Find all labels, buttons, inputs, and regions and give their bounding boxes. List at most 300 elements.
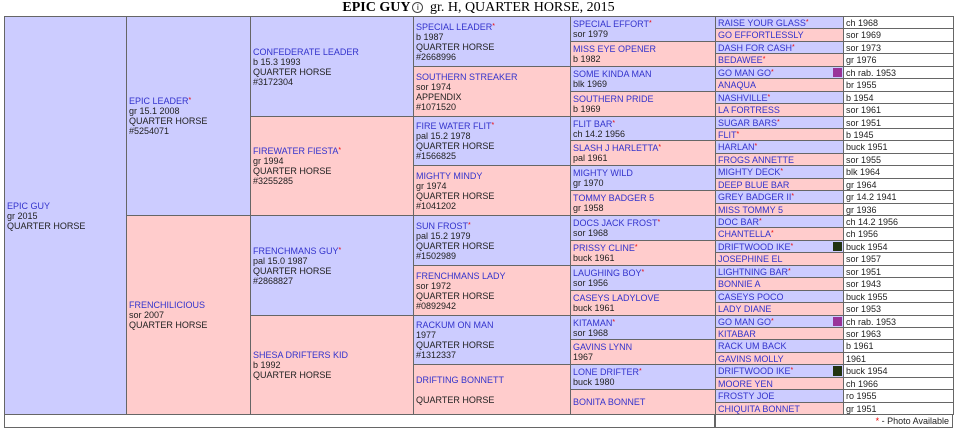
horse-name-link[interactable] [129,300,205,310]
horse-link[interactable]: EPIC LEADER [129,96,189,106]
horse-name-link[interactable] [718,68,774,78]
horse-detail: #1566825 [416,151,457,161]
horse-link[interactable]: HARLAN [718,142,755,152]
pedigree-cell [4,16,127,415]
horse-link[interactable]: SOME KINDA MAN [573,69,652,79]
pedigree-cell [250,116,414,216]
horse-link[interactable]: MISS EYE OPENER [573,44,657,54]
horse-name-link[interactable] [416,72,518,82]
horse-link[interactable]: GO MAN GO [718,67,772,78]
horse-link[interactable]: JOSEPHINE EL [718,254,783,264]
horse-link[interactable]: MIGHTY WILD [573,168,633,178]
photo-legend-text: - Photo Available [879,416,949,426]
horse-link[interactable]: FRENCHMANS GUY [253,245,339,256]
photo-star-icon: * [649,20,652,27]
horse-name-link[interactable] [573,119,615,129]
horse-name-link[interactable] [573,168,633,178]
horse-detail: QUARTER HORSE [416,41,495,52]
horse-detail: ch rab. 1953 [846,316,897,327]
horse-name-link[interactable] [129,96,191,106]
horse-link[interactable]: RACKUM ON MAN [416,320,494,330]
horse-link[interactable]: MOORE YEN [718,378,773,389]
horse-name-link[interactable] [253,146,341,156]
horse-detail: sor 1963 [846,328,882,339]
horse-link[interactable]: GO EFFORTLESSLY [718,30,804,40]
pedigree-cell [843,140,954,154]
horse-name-link[interactable] [718,43,795,53]
horse-name-link[interactable] [718,329,756,339]
horse-name-link[interactable] [573,44,656,54]
horse-link[interactable]: CHIQUITA BONNET [718,403,800,414]
horse-name-link[interactable] [718,242,793,252]
color-swatch [833,317,842,326]
pedigree-cell [843,103,954,117]
photo-star-icon: * [805,18,809,26]
horse-name-link[interactable] [718,155,794,165]
horse-name-link[interactable] [573,143,661,153]
horse-name-link[interactable] [718,80,756,90]
pedigree-cell [843,339,954,353]
pedigree-cell [570,41,716,67]
pedigree-cell [570,240,716,266]
horse-detail: gr 14.2 1941 [846,192,897,202]
horse-link[interactable]: CONFEDERATE LEADER [253,46,359,57]
horse-detail: pal 15.2 1979 [416,230,471,241]
photo-star-icon: * [658,144,662,151]
horse-name-link[interactable] [718,267,791,277]
horse-name-link[interactable] [718,118,780,128]
pedigree-cell [715,364,844,378]
horse-detail: b 1982 [573,54,601,64]
horse-detail: ch 14.2 1956 [573,128,626,139]
horse-link[interactable]: DRIFTWOOD IKE [718,241,791,252]
photo-legend [715,414,953,428]
photo-star-icon: * [468,221,471,229]
horse-name-link[interactable] [718,30,804,40]
horse-name-link[interactable] [718,229,774,239]
horse-link[interactable]: RACK UM BACK [718,341,787,351]
horse-link[interactable]: BEDAWEE [718,55,763,65]
pedigree-cell [843,28,954,42]
horse-detail: sor 1943 [846,279,882,289]
horse-name-link[interactable] [573,318,615,328]
pedigree-cell [413,215,571,266]
horse-link[interactable]: GO MAN GO [718,316,772,327]
horse-link[interactable]: MIGHTY MINDY [416,170,483,181]
horse-name-link[interactable] [573,218,660,228]
photo-star-icon: * [780,168,784,175]
pedigree-cell [570,339,716,365]
horse-detail: QUARTER HORSE [253,66,332,77]
pedigree-cell [715,78,844,92]
horse-name-link[interactable] [718,366,793,376]
horse-detail: gr 1970 [573,178,604,188]
photo-star-icon: * [791,193,795,200]
horse-detail: sor 1961 [846,105,882,115]
horse-name-link[interactable] [718,317,774,327]
pedigree-cell [843,190,954,204]
horse-link[interactable]: GAVINS LYNN [573,342,633,352]
pedigree-cell [570,315,716,340]
photo-star-icon: * [790,242,794,250]
horse-name-link[interactable] [718,105,780,115]
horse-detail: gr 1951 [846,403,877,414]
horse-link[interactable]: DOCS JACK FROST [573,218,658,228]
horse-name-link[interactable] [718,18,809,28]
page-title [0,0,957,16]
horse-detail: buck 1961 [573,303,615,313]
horse-name-link[interactable] [718,167,783,177]
horse-link[interactable]: SUN FROST [416,220,469,231]
photo-star-icon: * [790,367,794,374]
pedigree-cell [126,16,251,216]
pedigree-cell [843,277,954,291]
horse-link[interactable]: KITAMAN [573,317,613,328]
pedigree-cell [843,78,954,92]
pedigree-cell [413,364,571,415]
pedigree-cell [843,364,954,378]
horse-name-link[interactable] [573,342,632,352]
photo-star-icon: * [736,130,740,138]
horse-name-link[interactable] [253,350,348,360]
horse-link[interactable]: FROGS ANNETTE [718,154,795,165]
photo-star-icon: * [338,246,342,254]
horse-detail: blk 1969 [573,79,608,89]
horse-link[interactable]: DASH FOR CASH [718,42,793,53]
pedigree-cell [570,140,716,166]
pedigree-cell [843,227,954,241]
horse-name-link[interactable] [573,367,642,377]
pedigree-cell [843,53,954,67]
horse-link[interactable]: SPECIAL LEADER [416,21,493,32]
horse-detail: b 1987 [416,31,444,42]
horse-link[interactable]: FROSTY JOE [718,391,775,401]
photo-star-icon: * [788,267,791,275]
horse-name-link[interactable] [718,391,774,401]
horse-name-link[interactable] [718,93,770,103]
photo-star-icon: * [777,118,780,126]
horse-detail: buck 1954 [846,366,888,376]
horse-detail: #1502989 [416,250,457,261]
horse-detail: blk 1964 [846,167,881,177]
photo-star-icon: * [492,22,495,30]
pedigree-cell [570,364,716,390]
horse-detail: sor 1968 [573,327,609,338]
photo-star-icon: * [875,416,880,426]
horse-name-link[interactable] [416,121,494,131]
horse-detail: gr 1994 [253,156,284,166]
horse-link[interactable]: LA FORTRESS [718,105,780,115]
horse-detail: ch 1966 [846,378,879,389]
horse-detail: gr 1958 [573,203,604,213]
pedigree-cell [715,339,844,353]
horse-name-link[interactable] [718,217,762,227]
horse-detail: QUARTER HORSE [416,290,495,301]
horse-detail: gr 1976 [846,55,877,65]
horse-name-link[interactable] [416,171,482,181]
horse-name-link[interactable] [573,69,652,79]
horse-name-link[interactable] [416,320,494,330]
horse-link[interactable]: GREY BADGER II [718,192,792,202]
photo-star-icon: * [491,122,495,129]
horse-detail: #5254071 [129,126,170,136]
horse-detail: b 1945 [846,129,874,140]
pedigree-cell [715,302,844,316]
horse-link[interactable]: NASHVILLE [718,92,768,103]
pedigree-cell [413,315,571,365]
horse-link[interactable]: PRISSY CLINE [573,243,635,253]
horse-name-link[interactable] [718,192,794,202]
photo-star-icon: * [792,43,795,51]
horse-detail: sor 1951 [846,117,882,128]
horse-detail: sor 1968 [573,228,609,238]
horse-detail: QUARTER HORSE [129,116,208,126]
horse-detail: QUARTER HORSE [416,141,495,151]
horse-link[interactable]: SPECIAL EFFORT [573,19,650,29]
pedigree-cell [413,265,571,316]
horse-name-link[interactable] [718,254,783,264]
photo-star-icon: * [767,93,771,101]
horse-name-link[interactable] [718,279,761,289]
horse-detail: 1961 [846,353,867,364]
horse-detail: APPENDIX [416,91,462,102]
pedigree-cell [570,91,716,117]
horse-name-link[interactable] [7,201,50,211]
horse-detail: #0892942 [416,300,457,311]
horse-link[interactable]: BONITA BONNET [573,397,646,407]
horse-name-link[interactable] [573,94,654,104]
horse-detail: buck 1980 [573,377,615,387]
pedigree-cell [570,389,716,415]
horse-name-link[interactable] [253,47,359,57]
horse-detail: sor 1973 [846,42,882,53]
horse-name-link[interactable] [718,142,757,152]
horse-detail: b 1961 [846,341,874,351]
color-swatch [833,242,842,251]
pedigree-cell [250,215,414,316]
horse-link[interactable]: DEEP BLUE BAR [718,179,790,190]
horse-detail: #3172304 [253,76,294,87]
photo-star-icon: * [634,244,638,251]
horse-link[interactable]: RAISE YOUR GLASS [718,17,806,28]
horse-detail: 1967 [573,352,594,362]
pedigree-cell [715,140,844,154]
info-icon[interactable]: i [412,2,423,13]
pedigree-cell [570,265,716,291]
title-details: gr. H, QUARTER HORSE, 2015 [429,0,615,15]
horse-link[interactable]: FIREWATER FIESTA [253,146,339,156]
horse-link[interactable]: KITABAR [718,328,756,339]
horse-detail: 1977 [416,330,437,340]
horse-name-link[interactable] [253,246,341,256]
horse-name-link[interactable] [573,19,652,29]
horse-detail: sor 1969 [846,30,882,40]
pedigree-cell [126,215,251,415]
horse-name-link[interactable] [718,341,787,351]
horse-name-link[interactable] [718,130,739,140]
horse-detail: gr 2015 [7,210,38,221]
photo-star-icon: * [771,230,774,237]
horse-detail: #2668996 [416,51,457,62]
horse-detail: #1312337 [416,350,457,360]
pedigree-cell [715,252,844,266]
pedigree-cell [715,277,844,291]
horse-detail [416,385,568,395]
pedigree-cell [250,315,414,415]
horse-name-link[interactable] [718,205,783,215]
horse-link[interactable]: LIGHTNING BAR [718,266,789,277]
horse-detail: gr 15.1 2008 [129,106,180,116]
horse-link[interactable]: SHESA DRIFTERS KID [253,350,349,360]
horse-detail: QUARTER HORSE [253,370,332,380]
horse-name-link[interactable] [718,292,784,302]
pedigree-cell [843,252,954,266]
horse-link[interactable]: DOC BAR [718,216,760,227]
footer-spacer [4,414,715,428]
pedigree-cell [843,302,954,316]
horse-link[interactable]: MIGHTY DECK [718,167,781,177]
horse-link[interactable]: TOMMY BADGER 5 [573,193,655,203]
horse-name-link[interactable] [718,354,784,364]
horse-detail: buck 1961 [573,253,615,263]
horse-detail: gr 1964 [846,179,877,190]
photo-star-icon: * [771,68,774,76]
horse-detail: buck 1951 [846,142,888,152]
horse-detail: sor 1951 [846,266,882,277]
pedigree-cell [570,215,716,241]
horse-link[interactable]: CASEYS POCO [718,291,784,302]
horse-detail: gr 1974 [416,180,447,191]
horse-detail: QUARTER HORSE [416,190,495,201]
horse-name-link[interactable] [718,180,789,190]
horse-detail: ch 1956 [846,229,879,239]
horse-detail: sor 2007 [129,310,165,320]
horse-detail: b 1954 [846,92,874,103]
horse-link[interactable]: SOUTHERN STREAKER [416,71,518,82]
horse-detail: pal 15.2 1978 [416,131,471,141]
horse-link[interactable]: LONE DRIFTER [573,367,640,377]
horse-detail: QUARTER HORSE [416,340,495,350]
horse-detail: buck 1955 [846,291,888,302]
horse-name-link[interactable] [416,271,506,281]
pedigree-cell [570,165,716,191]
pedigree-cell [843,389,954,403]
pedigree-cell [570,190,716,216]
photo-star-icon: * [771,317,774,325]
horse-name-link[interactable] [416,221,471,231]
horse-name-link[interactable] [573,243,638,253]
horse-link[interactable]: FLIT BAR [573,118,613,129]
horse-name-link[interactable] [718,55,765,65]
horse-link[interactable]: CASEYS LADYLOVE [573,293,660,303]
title-horse-name: EPIC GUY [342,0,411,15]
horse-link[interactable]: SUGAR BARS [718,117,778,128]
pedigree-cell [413,16,571,67]
horse-detail: ch 1968 [846,17,879,28]
horse-link[interactable]: ANAQUA [718,80,757,90]
horse-link[interactable]: CHANTELLA [718,229,772,239]
pedigree-cell [413,165,571,216]
pedigree-cell [715,53,844,67]
horse-detail: QUARTER HORSE [416,240,495,251]
horse-link[interactable]: DRIFTWOOD IKE [718,366,791,376]
horse-name-link[interactable] [573,193,654,203]
horse-link[interactable]: MISS TOMMY 5 [718,204,784,215]
horse-link[interactable]: LADY DIANE [718,304,772,314]
horse-name-link[interactable] [573,293,660,303]
photo-star-icon: * [759,217,762,225]
pedigree-cell [715,389,844,403]
horse-name-link[interactable] [718,304,771,314]
horse-link[interactable]: BONNIE A [718,279,761,289]
horse-name-link[interactable] [718,404,800,414]
photo-star-icon: * [612,318,616,326]
horse-detail: QUARTER HORSE [253,166,332,176]
horse-name-link[interactable] [718,379,773,389]
horse-link[interactable]: LAUGHING BOY [573,268,642,278]
horse-link[interactable]: GAVINS MOLLY [718,353,784,364]
horse-link[interactable]: EPIC GUY [7,200,51,211]
horse-link[interactable]: SOUTHERN PRIDE [573,94,654,104]
horse-detail: sor 1979 [573,29,609,39]
color-swatch [833,366,842,376]
horse-detail: pal 1961 [573,153,608,163]
horse-detail: #3255285 [253,176,294,186]
color-swatch [833,68,842,77]
horse-detail: sor 1974 [416,81,452,92]
horse-link[interactable]: DRIFTING BONNETT [416,374,504,385]
horse-detail: b 1992 [253,360,281,370]
horse-name-link[interactable] [416,22,495,32]
horse-detail: sor 1955 [846,154,882,165]
pedigree-cell [250,16,414,117]
horse-detail: ch rab. 1953 [846,67,897,78]
photo-star-icon: * [338,147,342,154]
photo-star-icon: * [612,119,616,127]
photo-star-icon: * [762,56,766,63]
pedigree-cell [715,28,844,42]
photo-star-icon: * [641,269,645,276]
horse-detail: #2868827 [253,275,294,286]
horse-link[interactable]: FRENCHILICIOUS [129,300,206,310]
horse-name-link[interactable] [573,268,644,278]
photo-star-icon: * [657,219,661,226]
horse-detail: sor 1953 [846,304,882,314]
pedigree-cell [413,116,571,166]
horse-detail: sor 1956 [573,278,609,288]
pedigree-cell [570,66,716,92]
pedigree-cell [570,16,716,42]
pedigree-cell [413,66,571,117]
horse-name-link[interactable] [573,397,645,407]
horse-link[interactable]: SLASH J HARLETTA [573,143,659,153]
horse-detail: b 15.3 1993 [253,56,301,67]
horse-link[interactable]: FLIT [718,129,737,140]
photo-star-icon: * [639,368,642,375]
horse-detail: QUARTER HORSE [129,320,208,330]
horse-link[interactable]: FRENCHMANS LADY [416,270,506,281]
pedigree-cell [843,165,954,179]
horse-detail: b 1969 [573,104,601,114]
horse-detail: br 1955 [846,80,877,90]
horse-detail: sor 1972 [416,280,452,291]
horse-detail: #1041202 [416,200,457,211]
horse-detail: QUARTER HORSE [253,265,332,276]
photo-star-icon: * [754,143,758,150]
horse-name-link[interactable] [416,375,504,385]
horse-link[interactable]: FIRE WATER FLIT [416,121,492,131]
horse-detail: ch 14.2 1956 [846,216,899,227]
